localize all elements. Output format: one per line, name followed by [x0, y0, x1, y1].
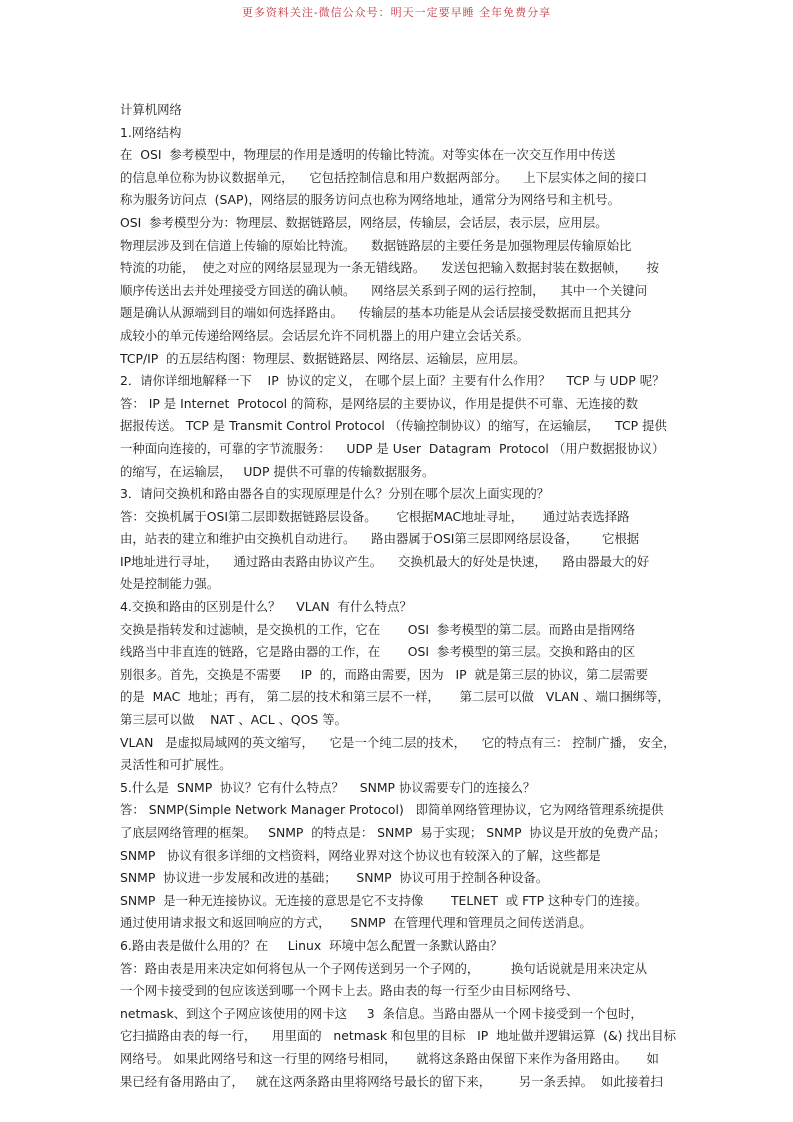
- text-line: 果已经有备用路由了， 就在这两条路由里将网络号最长的留下来， 另一条丢掉。 如此接着扫: [120, 1073, 663, 1089]
- text-line: 的缩写，在运输层， UDP 提供不可靠的传输数据服务。: [120, 463, 435, 479]
- document-title: 计算机网络: [120, 102, 182, 117]
- text-line: netmask、到这个子网应该使用的网卡这 3 条信息。当路由器从一个网卡接受到一个包时，: [120, 1005, 643, 1021]
- text-line: 线路当中非直连的链路，它是路由器的工作，在 OSI 参考模型的第三层。交换和路由的区: [120, 644, 636, 660]
- text-line: 成较小的单元传递给网络层。会话层允许不同机器上的用户建立会话关系。: [120, 327, 529, 343]
- text-line: 据报传送。 TCP 是 Transmit Control Protocol （传输控制协议）的缩写，在运输层， TCP 提供: [120, 418, 667, 434]
- text-line: 物理层涉及到在信道上传输的原始比特流。 数据链路层的主要任务是加强物理层传输原始比: [120, 237, 632, 253]
- text-line: 的信息单位称为协议数据单元， 它包括控制信息和用户数据两部分。 上下层实体之间的接口: [120, 169, 648, 185]
- text-line: 处是控制能力强。: [120, 576, 220, 592]
- document-body: [120, 99, 690, 1093]
- text-line: 别很多。首先，交换是不需要 IP 的，而路由需要，因为 IP 就是第三层的协议，第二层需要: [120, 666, 648, 682]
- text-line: 的是 MAC 地址；再有， 第二层的技术和第三层不一样， 第二层可以做 VLAN 、端口捆绑等，: [120, 689, 670, 705]
- text-line: 第三层可以做 NAT 、ACL 、QOS 等。: [120, 712, 348, 728]
- text-line: 题是确认从源端到目的端如何选择路由。 传输层的基本功能是从会话层接受数据而且把其分: [120, 305, 632, 321]
- text-line: 6.路由表是做什么用的？在 Linux 环境中怎么配置一条默认路由？: [120, 937, 503, 953]
- text-line: TCP/IP 的五层结构图：物理层、数据链路层、网络层、运输层，应用层。: [120, 350, 526, 366]
- text-line: 2．请你详细地解释一下 IP 协议的定义， 在哪个层上面？主要有什么作用？ TCP 与 UDP 呢？: [120, 373, 665, 389]
- text-line: 特流的功能， 使之对应的网络层显现为一条无错线路。 发送包把输入数据封装在数据帧， 按: [120, 260, 659, 276]
- text-line: 一个网卡接受到的包应该送到哪一个网卡上去。路由表的每一行至少由目标网络号、: [120, 983, 579, 999]
- text-line: 答： SNMP(Simple Network Manager Protocol) 即简单网络管理协议，它为网络管理系统提供: [120, 802, 664, 818]
- text-line: SNMP 协议进一步发展和改进的基础； SNMP 协议可用于控制各种设备。: [120, 870, 549, 886]
- text-line: 网络号。 如果此网络号和这一行里的网络号相同， 就将这条路由保留下来作为备用路由。 如: [120, 1050, 659, 1066]
- text-line: 一种面向连接的，可靠的字节流服务： UDP 是 User Datagram Protocol （用户数据报协议）: [120, 440, 665, 456]
- text-line: 1.网络结构: [120, 124, 182, 140]
- header-banner: 更多资料关注-微信公众号：明天一定要早睡 全年免费分享: [241, 6, 552, 19]
- text-line: 称为服务访问点 (SAP)，网络层的服务访问点也称为网络地址，通常分为网络号和主机号。: [120, 192, 621, 208]
- text-line: 答： IP 是 Internet Protocol 的简称，是网络层的主要协议，作用是提供不可靠、无连接的数: [120, 395, 638, 411]
- text-line: 由，站表的建立和维护由交换机自动进行。 路由器属于OSI第三层即网络层设备， 它根据: [120, 531, 640, 547]
- text-line: 灵活性和可扩展性。: [120, 757, 232, 773]
- text-line: 3．请问交换机和路由器各自的实现原理是什么？分别在哪个层次上面实现的？: [120, 486, 550, 502]
- text-line: 5.什么是 SNMP 协议？它有什么特点？ SNMP 协议需要专门的连接么？: [120, 779, 536, 795]
- text-line: IP地址进行寻址， 通过路由表路由协议产生。 交换机最大的好处是快速， 路由器最大的好: [120, 553, 650, 569]
- text-line: 答：交换机属于OSI第二层即数据链路层设备。 它根据MAC地址寻址， 通过站表选择路: [120, 508, 630, 524]
- text-line: 4.交换和路由的区别是什么？ VLAN 有什么特点？: [120, 599, 412, 615]
- text-line: SNMP 协议有很多详细的文档资料，网络业界对这个协议也有较深入的了解，这些都是: [120, 847, 601, 863]
- text-line: SNMP 是一种无连接协议。无连接的意思是它不支持像 TELNET 或 FTP 这种专门的连接。: [120, 892, 648, 908]
- text-line: OSI 参考模型分为：物理层、数据链路层，网络层，传输层，会话层，表示层，应用层。: [120, 214, 608, 230]
- text-line: 它扫描路由表的每一行， 用里面的 netmask 和包里的目标 IP 地址做并逻辑运算 (&) 找出目标: [120, 1028, 676, 1044]
- text-line: 在 OSI 参考模型中，物理层的作用是透明的传输比特流。对等实体在一次交互作用中传送: [120, 147, 616, 163]
- text-line: 交换是指转发和过滤帧，是交换机的工作，它在 OSI 参考模型的第二层。而路由是指网络: [120, 621, 636, 637]
- text-line: 答：路由表是用来决定如何将包从一个子网传送到另一个子网的， 换句话说就是用来决定从: [120, 960, 648, 976]
- text-line: 通过使用请求报文和返回响应的方式， SNMP 在管理代理和管理员之间传送消息。: [120, 915, 592, 931]
- text-line: 了底层网络管理的框架。 SNMP 的特点是： SNMP 易于实现； SNMP 协议是开放的免费产品；: [120, 825, 666, 840]
- text-line: VLAN 是虚拟局域网的英文缩写， 它是一个纯二层的技术， 它的特点有三： 控制广播， 安全，: [120, 734, 676, 750]
- text-line: 顺序传送出去并处理接受方回送的确认帧。 网络层关系到子网的运行控制， 其中一个关键问: [120, 282, 648, 298]
